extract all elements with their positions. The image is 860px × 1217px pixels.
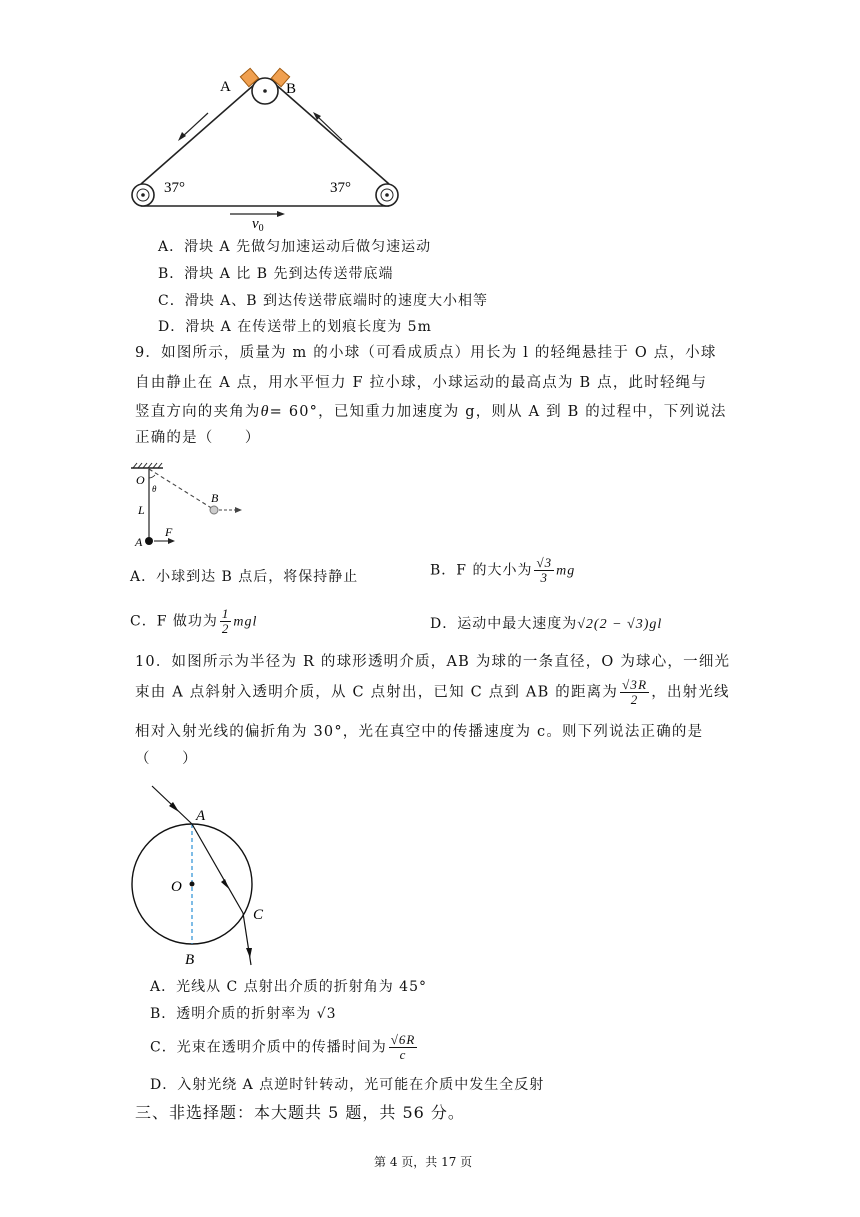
q9-label-l: L <box>138 503 145 517</box>
q10-line-1: 10．如图所示为半径为 R 的球形透明介质，AB 为球的一条直径，O 为球心，一细光 <box>135 654 731 670</box>
q10-option-c: C．光束在透明介质中的传播时间为 $\frac{√6R}{c}$ <box>150 1032 416 1062</box>
q9-label-o: O <box>136 473 145 487</box>
page-footer: 第 4 页，共 17 页 <box>374 1155 473 1169</box>
q10-line-4: （ ） <box>135 751 198 767</box>
q9-label-f: F <box>165 525 173 539</box>
q9-line-3: 竖直方向的夹角为θ= 60°，已知重力加速度为 g，则从 A 到 B 的过程中，下列说法 <box>135 403 727 420</box>
angle-left: 37° <box>164 180 185 196</box>
section-heading: 三、非选择题：本大题共 5 题，共 56 分。 <box>135 1103 465 1122</box>
q10-label-c: C <box>253 907 264 923</box>
q10-label-o: O <box>171 879 182 895</box>
q9-label-theta: θ <box>152 484 157 494</box>
q9-label-b: B <box>211 491 219 505</box>
q8-option-a: A．滑块 A 先做匀加速运动后做匀速运动 <box>158 239 432 255</box>
v0-label: $v_0$ <box>252 216 264 234</box>
q9-line-2: 自由静止在 A 点，用水平恒力 F 拉小球，小球运动的最高点为 B 点，此时轻绳与 <box>135 375 708 391</box>
q9-label-a: A <box>135 535 143 549</box>
q10-option-a: A．光线从 C 点射出介质的折射角为 45° <box>150 979 427 995</box>
q10-option-d: D．入射光绕 A 点逆时针转动，光可能在介质中发生全反射 <box>150 1077 545 1093</box>
q9-option-d: D．运动中最大速度为√2(2 − √3)gl <box>430 616 663 632</box>
label-a: A <box>220 79 231 95</box>
q8-option-c: C．滑块 A、B 到达传送带底端时的速度大小相等 <box>158 293 489 309</box>
q10-line-3: 相对入射光线的偏折角为 30°，光在真空中的传播速度为 c。则下列说法正确的是 <box>135 724 704 740</box>
q8-figure <box>120 60 410 235</box>
q9-line-1: 9．如图所示，质量为 m 的小球（可看成质点）用长为 l 的轻绳悬挂于 O 点，小球 <box>135 345 717 361</box>
q9-option-c: C．F 做功为 $\frac{1}{2}$ mgl <box>130 606 258 636</box>
pulley-right-icon <box>376 184 398 206</box>
q9-option-b: B．F 的大小为 $\frac{√3}{3}$ mg <box>430 555 576 585</box>
pulley-top-icon <box>252 78 278 104</box>
q9-line-4: 正确的是（ ） <box>135 430 261 446</box>
label-b: B <box>286 81 297 97</box>
q9-figure <box>127 460 257 550</box>
q10-label-b: B <box>185 952 195 968</box>
q10-figure <box>125 775 275 970</box>
q10-line-2: 束由 A 点斜射入透明介质，从 C 点射出，已知 C 点到 AB 的距离为 $\frac{√3R}{2}$ ，出射光线 <box>135 677 730 707</box>
q10-label-a: A <box>196 808 206 824</box>
angle-right: 37° <box>330 180 351 196</box>
q10-option-b: B．透明介质的折射率为 √3 <box>150 1006 337 1022</box>
q8-option-b: B．滑块 A 比 B 先到达传送带底端 <box>158 266 394 282</box>
q8-option-d: D．滑块 A 在传送带上的划痕长度为 5m <box>158 319 432 335</box>
q9-option-a: A．小球到达 B 点后，将保持静止 <box>130 569 359 585</box>
pulley-left-icon <box>132 184 154 206</box>
